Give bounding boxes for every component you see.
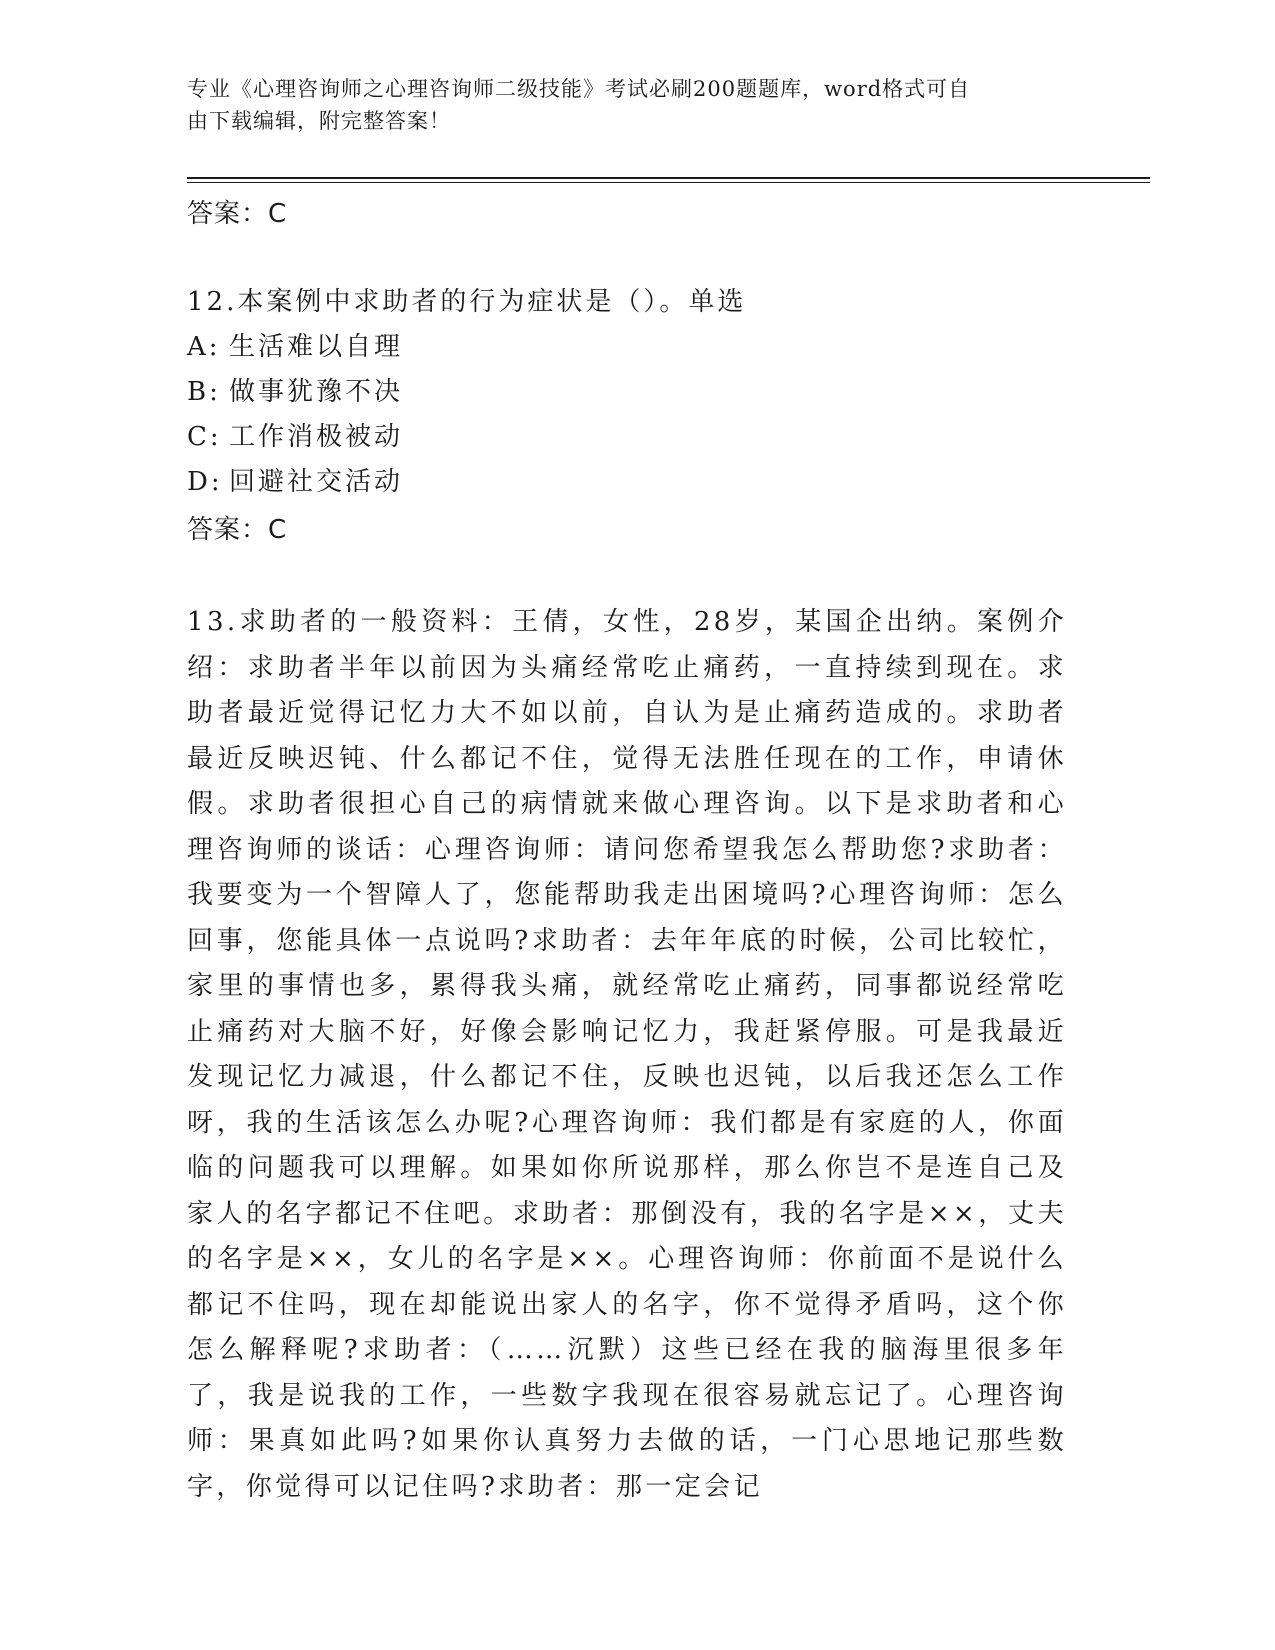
option-b-text: 做事犹豫不决	[229, 377, 404, 407]
question-13-text: 13.求助者的一般资料：王倩，女性，28岁，某国企出纳。案例介绍：求助者半年以前因为头痛经常吃止痛药，一直持续到现在。求助者最近觉得记忆力大不如以前，自认为是止痛药造成的。求助者最近反映迟钝、什么都记不住，觉得无法胜任现在的工作，申请休假。求助者很担心自己的病情就来做心理咨询。以下是求助者和心理咨询师的谈话：心理咨询师：请问您希望我怎么帮助您?求助者：我要变为一个智障人了，您能帮助我走出困境吗?心理咨询师：怎么回事，您能具体一点说吗?求助者：去年年底的时候，公司比较忙，家里的事情也多，累得我头痛，就经常吃止痛药，同事都说经常吃止痛药对大脑不好，好像会影响记忆力，我赶紧停服。可是我最近发现记忆力减退，什么都记不住，反映也迟钝，以后我还怎么工作呀，我的生活该怎么办呢?心理咨询师：我们都是有家庭的人，你面临的问题我可以理解。如果如你所说那样，那么你岂不是连自己及家人的名字都记不住吧。求助者：那倒没有，我的名字是××，丈夫的名字是××，女儿的名字是××。心理咨询师：你前面不是说什么都记不住吗，现在却能说出家人的名字，你不觉得矛盾吗，这个你怎么解释呢?求助者：（……沉默）这些已经在我的脑海里很多年了，我是说我的工作，一些数字我现在很容易就忘记了。心理咨询师：果真如此吗?如果你认真努力去做的话，一门心思地记那些数字，你觉得可以记住吗?求助者：那一定会记	[187, 607, 1067, 1502]
answer-question-12: 答案：C	[187, 515, 288, 545]
option-c-text: 工作消极被动	[229, 422, 404, 452]
header-line-2: 由下载编辑，附完整答案！	[187, 109, 451, 133]
option-a-letter: A:	[187, 332, 221, 362]
option-b-letter: B:	[187, 377, 221, 407]
document-header	[187, 73, 1087, 137]
option-d-text: 回避社交活动	[229, 467, 404, 497]
question-12-title: 12.本案例中求助者的行为症状是（）。单选	[187, 287, 747, 317]
option-c	[187, 415, 403, 460]
option-d-letter: D:	[187, 467, 223, 497]
option-a-text: 生活难以自理	[229, 332, 404, 362]
answer-previous-question: 答案：C	[187, 199, 288, 229]
question-12-options	[187, 325, 403, 505]
option-b	[187, 370, 403, 415]
option-c-letter: C:	[187, 422, 222, 452]
header-line-1: 专业《心理咨询师之心理咨询师二级技能》考试必刷200题题库，word格式可自	[187, 77, 971, 101]
option-a	[187, 325, 403, 370]
header-rule-thin	[187, 182, 1150, 183]
option-d	[187, 460, 403, 505]
header-rule-thick	[187, 177, 1150, 179]
